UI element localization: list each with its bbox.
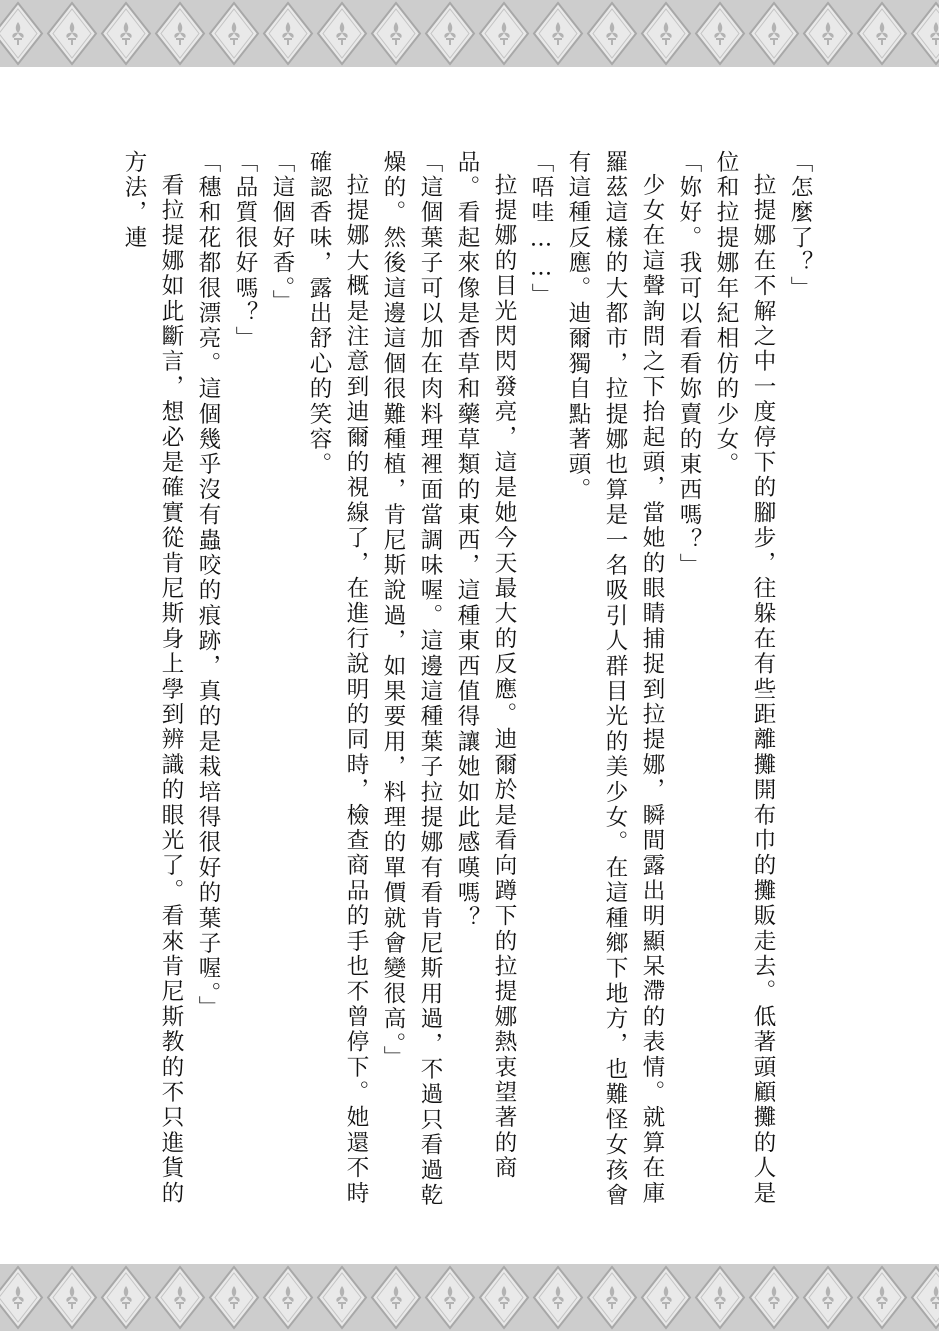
paragraph-6: 拉提娜的目光閃閃發亮，這是她今天最大的反應。迪爾於是看向蹲下的拉提娜熱衷望著的商品。看起來像是香草和藥草類的東西，這種東西值得讓她如此感嘆嗎？ xyxy=(454,150,517,1181)
paragraph-3: 「妳好。我可以看看妳賣的東西嗎？」 xyxy=(676,150,702,579)
paragraph-2: 拉提娜在不解之中一度停下的腳步，往躲在有些距離攤開布巾的攤販走去。低著頭顧攤的人是位和拉提娜年紀相仿的少女。 xyxy=(713,150,776,1206)
paragraph-5: 「唔哇……」 xyxy=(528,150,554,309)
paragraph-4: 少女在這聲詢問之下抬起頭，當她的眼睛捕捉到拉提娜，瞬間露出明顯呆滯的表情。就算在庫羅茲這樣的大都市，拉提娜也算是一名吸引人群目光的美少女。在這種鄉下地方，也難怪女孩會有這種反應。迪爾獨自點著頭。 xyxy=(565,150,665,1209)
fleur-de-lis-pattern-bottom xyxy=(0,1264,939,1331)
fleur-de-lis-pattern-top xyxy=(0,0,939,67)
bottom-decorative-band xyxy=(0,1264,939,1331)
novel-page-body xyxy=(118,150,818,1230)
paragraph-11: 「穗和花都很漂亮。這個幾乎沒有蟲咬的痕跡，真的是栽培得很好的葉子喔。」 xyxy=(195,150,221,1021)
paragraph-1: 「怎麼了？」 xyxy=(787,150,813,302)
vertical-text-column-block xyxy=(118,150,818,1230)
paragraph-8: 拉提娜大概是注意到迪爾的視線了，在進行說明的同時，檢查商品的手也不曾停下。她還不時確認香味，露出舒心的笑容。 xyxy=(306,150,369,1206)
paragraph-10: 「品質很好嗎？」 xyxy=(232,150,258,352)
top-decorative-band xyxy=(0,0,939,67)
paragraph-7: 「這個葉子可以加在肉料理裡面當調味喔。這邊這種葉子拉提娜有看肯尼斯用過，不過只看過乾燥的。然後這邊這個很難種植，肯尼斯說過，如果要用，料理的單價就會變很高。」 xyxy=(380,150,443,1209)
paragraph-9: 「這個好香。」 xyxy=(269,150,295,316)
paragraph-12: 看拉提娜如此斷言，想必是確實從肯尼斯身上學到辨識的眼光了。看來肯尼斯教的不只進貨的方法，連 xyxy=(121,150,184,1206)
